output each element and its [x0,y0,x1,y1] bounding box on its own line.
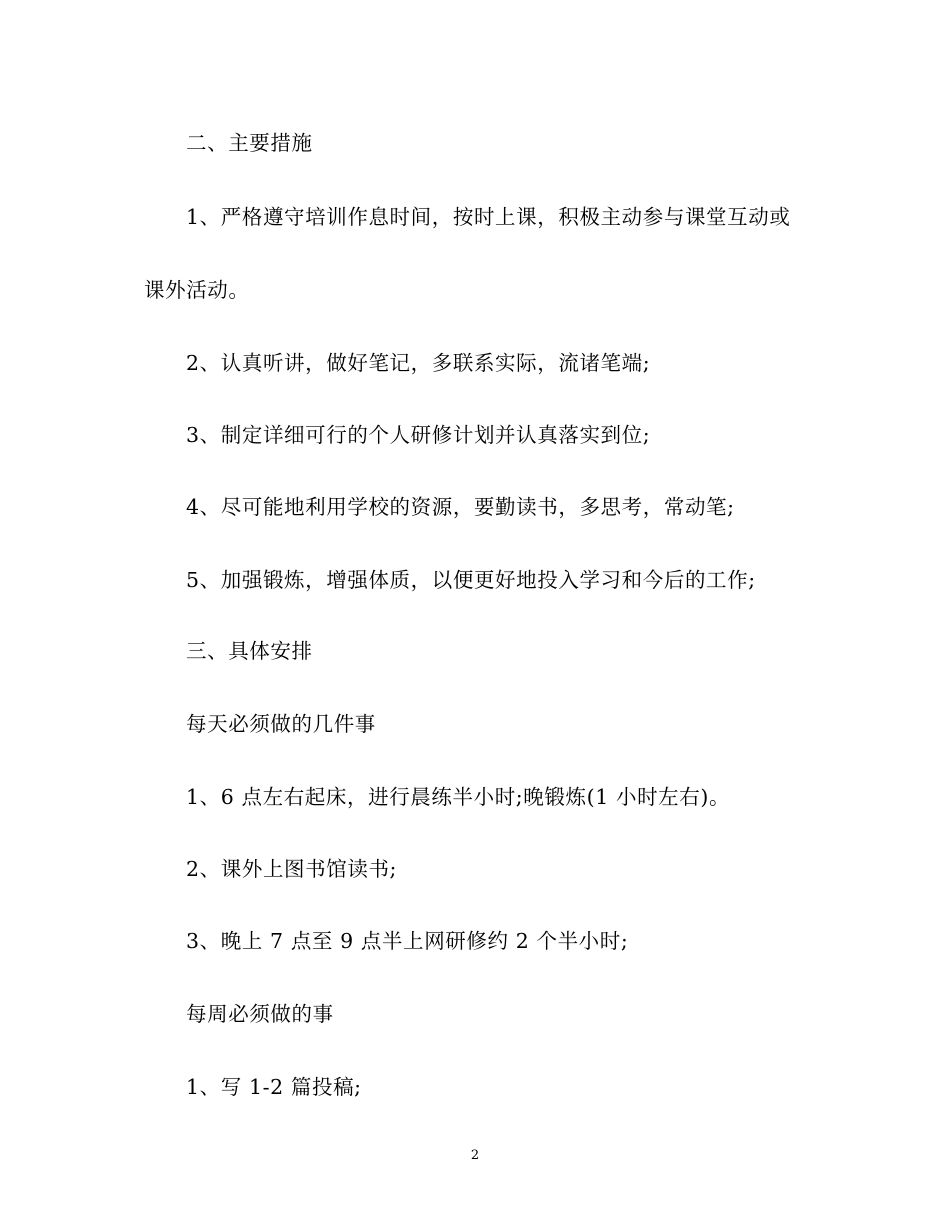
measure-item-3: 3、制定详细可行的个人研修计划并认真落实到位; [186,423,651,447]
page-number: 2 [470,1148,480,1163]
weekly-task-1: 1、写 1-2 篇投稿; [186,1075,362,1099]
daily-task-2: 2、课外上图书馆读书; [186,857,398,881]
measure-item-1-line-1: 1、严格遵守培训作息时间，按时上课，积极主动参与课堂互动或 [186,205,791,229]
measure-item-5: 5、加强锻炼，增强体质，以便更好地投入学习和今后的工作; [186,568,756,592]
measure-item-4: 4、尽可能地利用学校的资源，要勤读书，多思考，常动笔; [186,495,735,519]
weekly-tasks-heading: 每周必须做的事 [186,1002,334,1026]
section-heading-arrangement: 三、具体安排 [186,639,313,663]
daily-task-3: 3、晚上 7 点至 9 点半上网研修约 2 个半小时; [186,929,629,953]
daily-task-1: 1、6 点左右起床，进行晨练半小时;晚锻炼(1 小时左右)。 [186,785,731,809]
section-heading-main-measures: 二、主要措施 [186,131,313,155]
measure-item-1-line-2: 课外活动。 [144,278,250,302]
daily-tasks-heading: 每天必须做的几件事 [186,712,376,736]
measure-item-2: 2、认真听讲，做好笔记，多联系实际，流诸笔端; [186,351,651,375]
